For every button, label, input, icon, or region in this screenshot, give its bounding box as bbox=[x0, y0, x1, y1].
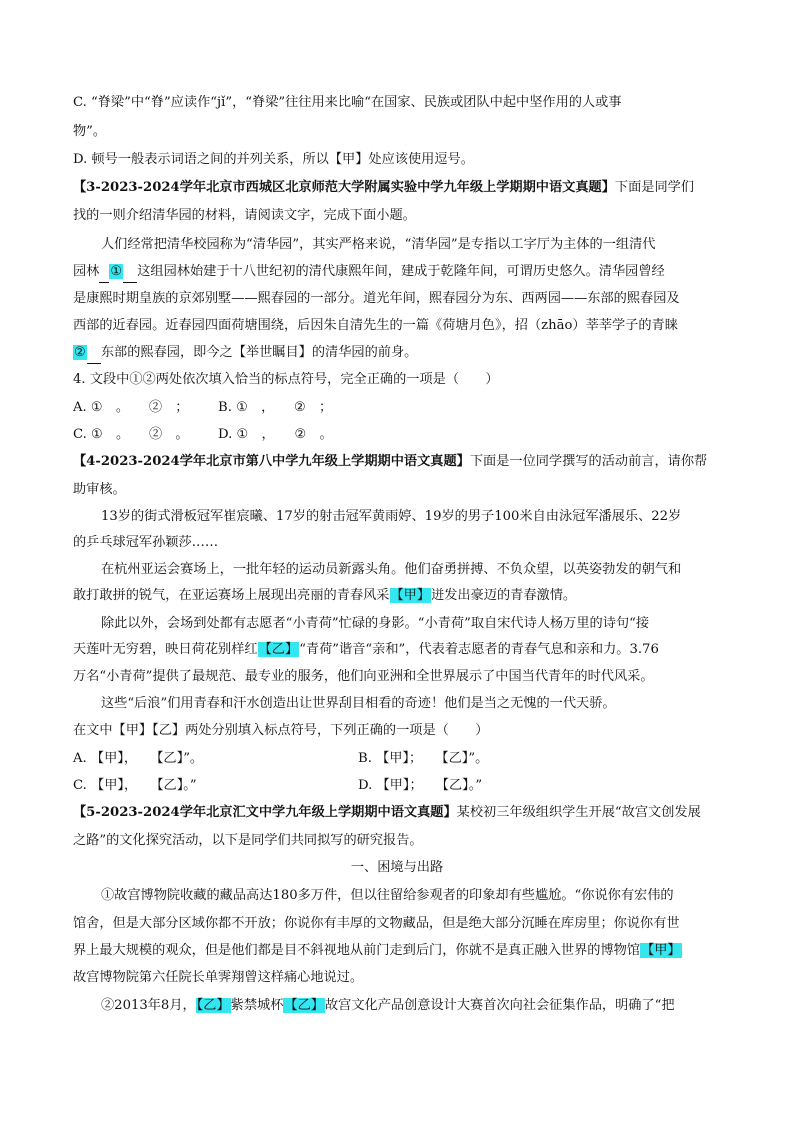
blank-marker-1: ① bbox=[110, 264, 123, 279]
option-d-line: D. 顿号一般表示词语之间的并列关系，所以【甲】处应该使用逗号。 bbox=[73, 152, 474, 167]
question4-header bbox=[73, 452, 723, 472]
question3-intro-cont: 找的一则介绍清华园的材料，请阅读文字，完成下面小题。 bbox=[73, 208, 416, 223]
option-b: B. ① ， ② ； bbox=[218, 400, 333, 415]
passage2-line1: 13岁的街式滑板冠军崔宸曦、17岁的射击冠军黄雨婷、19岁的男子100米自由泳冠军潘展乐、22岁 bbox=[101, 509, 682, 524]
report-line3 bbox=[73, 941, 723, 961]
text-fragment: 迸发出豪迈的青春激情。 bbox=[431, 588, 577, 603]
option-c-line1: C. “脊梁”中“脊”应读作“jǐ”，“脊梁”往往用来比喻“在国家、民族或团队中起中坚作用的人或事 bbox=[73, 95, 622, 110]
passage2-line6 bbox=[73, 640, 723, 660]
text-fragment: ②2013年8月， bbox=[101, 998, 196, 1013]
question4-stem: 4. 文段中①②两处依次填入恰当的标点符号，完全正确的一项是（ ） bbox=[73, 372, 499, 387]
passage2-line3: 在杭州亚运会赛场上，一批年轻的运动员新露头角。他们奋勇拼搏、不负众望，以英姿勃发的朝气和 bbox=[101, 562, 682, 577]
passage2-line5: 除此以外，会场到处都有志愿者“小青荷”忙碌的身影。“小青荷”取自宋代诗人杨万里的诗句“接 bbox=[101, 616, 650, 631]
option-d: D. ① ， ② 。 bbox=[218, 427, 333, 442]
text-fragment: 紫禁城杯 bbox=[230, 998, 284, 1013]
passage1-line1: 人们经常把清华校园称为“清华园”，其实严格来说，“清华园”是专指以工字厅为主体的一组清代 bbox=[101, 237, 656, 252]
passage2-line8: 这些“后浪”们用青春和汗水创造出让世界刮目相看的奇迹！他们是当之无愧的一代天骄。 bbox=[101, 696, 616, 711]
blank-marker-yi: 【乙】 bbox=[284, 998, 324, 1013]
text-fragment: 园林 bbox=[73, 264, 100, 279]
passage1-line2 bbox=[73, 262, 723, 283]
report-line1: ①故宫博物院收藏的藏品高达180多万件，但以往留给参观者的印象却有些尴尬。“你说你有宏伟的 bbox=[101, 888, 674, 903]
question5-intro-cont: 之路”的文化探究活动，以下是同学们共同拟写的研究报告。 bbox=[73, 833, 423, 848]
text-fragment: 这组园林始建于十八世纪初的清代康熙年间，建成于乾隆年间，可谓历史悠久。清华园曾经 bbox=[137, 264, 665, 279]
text-fragment: 故宫文化产品创意设计大赛首次向社会征集作品，明确了“把 bbox=[324, 998, 675, 1013]
passage1-line4: 西部的近春园。近春园四面荷塘围绕，后因朱自清先生的一篇《荷塘月色》，招（zhāo）莘莘学子的青睐 bbox=[73, 318, 678, 333]
question3-source: 【3-2023-2024学年北京市西城区北京师范大学附属实验中学九年级上学期期中语文真题】 bbox=[73, 180, 615, 195]
blank-marker-2: ② bbox=[74, 345, 86, 360]
blank-marker-yi: 【乙】 bbox=[196, 998, 230, 1013]
question4-source: 【4-2023-2024学年北京市第八中学九年级上学期期中语文真题】 bbox=[73, 454, 470, 469]
option-c: C. 【甲】， 【乙】。” bbox=[73, 778, 197, 793]
text-fragment: “青荷”谐音“亲和”，代表着志愿者的青春气息和亲和力。3.76 bbox=[299, 642, 659, 657]
passage1-line5 bbox=[73, 343, 723, 364]
question3-intro: 下面是同学们 bbox=[614, 180, 695, 195]
report-line4: 故宫博物院第六任院长单霁翔曾这样痛心地说过。 bbox=[73, 970, 364, 985]
text-fragment: 界上最大规模的观众，但是他们都是目不斜视地从前门走到后门，你就不是真正融入世界的博物馆 bbox=[73, 943, 641, 958]
option-c: C. ① 。 ② 。 bbox=[73, 427, 189, 442]
blank-marker-jia: 【甲】 bbox=[641, 943, 681, 958]
option-c-line2: 物”。 bbox=[73, 124, 107, 139]
passage2-line4 bbox=[73, 586, 723, 606]
option-a: A. 【甲】， 【乙】”。 bbox=[73, 751, 204, 766]
question4-intro: 下面是一位同学撰写的活动前言，请你帮 bbox=[469, 454, 708, 469]
option-a: A. ① 。 ② ； bbox=[73, 400, 189, 415]
question5-source: 【5-2023-2024学年北京汇文中学九年级上学期期中语文真题】 bbox=[73, 805, 457, 820]
section-heading: 一、困境与出路 bbox=[350, 860, 444, 875]
question5-intro: 某校初三年级组织学生开展“故宫文创发展 bbox=[456, 805, 701, 820]
report-line5 bbox=[101, 996, 723, 1016]
text-fragment: 东部的熙春园，即今之【举世瞩目】的清华园的前身。 bbox=[100, 345, 418, 360]
text-fragment: 天莲叶无穷碧，映日荷花别样红 bbox=[73, 642, 258, 657]
blank-marker-jia: 【甲】 bbox=[390, 588, 431, 603]
question5-stem: 在文中【甲】【乙】两处分别填入标点符号，下列正确的一项是（ ） bbox=[73, 723, 489, 738]
passage1-line3: 是康熙时期皇族的京郊别墅——熙春园的一部分。道光年间，熙春园分为东、西两园——东部的熙春园及 bbox=[73, 291, 680, 306]
text-fragment: 敢打敢拼的锐气，在亚运赛场上展现出亮丽的青春风采 bbox=[73, 588, 390, 603]
blank-marker-yi: 【乙】 bbox=[258, 642, 299, 657]
question4-intro-cont: 助审核。 bbox=[73, 482, 126, 497]
passage2-line7: 万名“小青荷”提供了最规范、最专业的服务，他们向亚洲和全世界展示了中国当代青年的时代风采。 bbox=[73, 669, 654, 684]
question3-header bbox=[73, 178, 723, 198]
option-d: D. 【甲】； 【乙】。” bbox=[358, 778, 483, 793]
question5-header bbox=[73, 803, 723, 823]
option-b: B. 【甲】； 【乙】”。 bbox=[358, 751, 489, 766]
report-line2: 馆舍，但是大部分区域你都不开放；你说你有丰厚的文物藏品，但是绝大部分沉睡在库房里；你说你有世 bbox=[73, 916, 680, 931]
passage2-line2: 的乒乓球冠军孙颖莎…… bbox=[73, 535, 219, 550]
